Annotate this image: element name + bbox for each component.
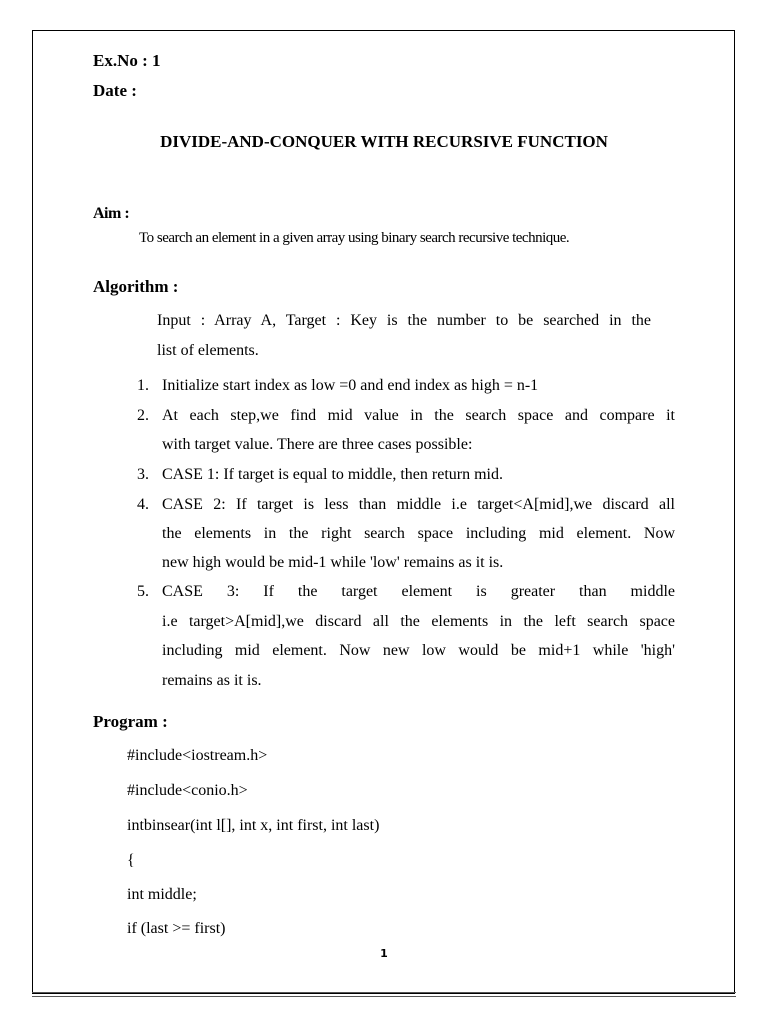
bottom-rule-secondary: [32, 996, 736, 997]
code-line: if (last >= first): [127, 920, 226, 937]
step-number: 2.: [137, 407, 149, 424]
page-title: DIVIDE-AND-CONQUER WITH RECURSIVE FUNCTION: [160, 132, 608, 151]
code-line: intbinsear(int l[], int x, int first, int last): [127, 817, 380, 834]
exercise-number: Ex.No : 1: [93, 51, 161, 70]
step-line: At each step,we find mid value in the search space and compare it: [162, 407, 675, 424]
step-line: including mid element. Now new low would be mid+1 while 'high': [162, 642, 675, 659]
algorithm-heading: Algorithm :: [93, 277, 179, 296]
step-line: CASE 1: If target is equal to middle, then return mid.: [162, 466, 503, 483]
aim-heading: Aim :: [93, 205, 130, 222]
step-line: remains as it is.: [162, 672, 262, 689]
step-number: 4.: [137, 496, 149, 513]
step-number: 5.: [137, 583, 149, 600]
step-line: new high would be mid-1 while 'low' remains as it is.: [162, 554, 504, 571]
algorithm-input-line-1: Input : Array A, Target : Key is the number to be searched in the: [157, 312, 651, 329]
code-line: #include<conio.h>: [127, 782, 248, 799]
step-line: with target value. There are three cases possible:: [162, 436, 473, 453]
step-line: CASE 2: If target is less than middle i.e target<A[mid],we discard all: [162, 496, 675, 513]
program-heading: Program :: [93, 712, 168, 731]
step-number: 1.: [137, 377, 149, 394]
bottom-rule: [32, 992, 736, 993]
code-line: #include<iostream.h>: [127, 747, 268, 764]
aim-text: To search an element in a given array using binary search recursive technique.: [139, 230, 570, 246]
step-number: 3.: [137, 466, 149, 483]
step-line: Initialize start index as low =0 and end index as high = n-1: [162, 377, 539, 394]
code-line: int middle;: [127, 886, 197, 903]
date-label: Date :: [93, 81, 137, 100]
step-line: CASE 3: If the target element is greater than middle: [162, 583, 675, 600]
code-line: {: [127, 852, 135, 869]
step-line: the elements in the right search space including mid element. Now: [162, 525, 675, 542]
page-number: 1: [380, 947, 388, 960]
algorithm-input-line-2: list of elements.: [157, 342, 259, 359]
step-line: i.e target>A[mid],we discard all the elements in the left search space: [162, 613, 675, 630]
